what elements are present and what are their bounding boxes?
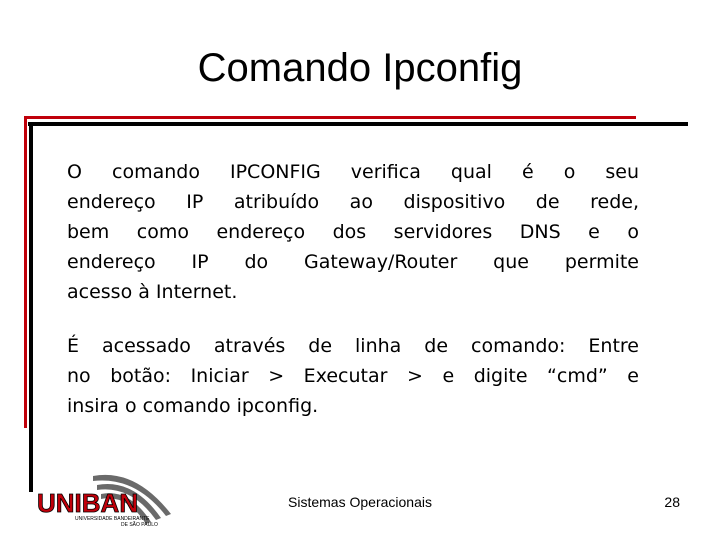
logo-wordmark: UNIBAN [37, 488, 139, 518]
paragraph-ipconfig-description [67, 157, 639, 307]
logo-subtext-1: UNIVERSIDADE BANDEIRANTE [75, 516, 150, 522]
paragraph2-line: no botão: Iniciar > Executar > e digite “cmd” e [67, 365, 639, 387]
frame-left-red-line [24, 116, 27, 428]
uniban-logo [35, 468, 175, 528]
paragraph-access-instructions [67, 331, 639, 421]
paragraph1-line: endereço IP do Gateway/Router que permite [67, 251, 639, 273]
paragraph2-line: É acessado através de linha de comando: Entre [67, 335, 639, 357]
paragraph1-line: acesso à Internet. [67, 281, 238, 303]
page-number: 28 [664, 494, 680, 510]
slide-title: Comando Ipconfig [197, 46, 523, 90]
frame-top-black-line [28, 122, 688, 126]
logo-subtext-2: DE SÃO PAULO [121, 522, 158, 528]
frame-left-black-line [29, 122, 33, 492]
frame-top-red-line [24, 116, 636, 119]
paragraph2-line: insira o comando ipconfig. [67, 395, 319, 417]
footer-course-name: Sistemas Operacionais [288, 494, 432, 510]
paragraph1-line: O comando IPCONFIG verifica qual é o seu [67, 161, 639, 183]
paragraph1-line: bem como endereço dos servidores DNS e o [67, 221, 639, 243]
paragraph1-line: endereço IP atribuído ao dispositivo de rede, [67, 191, 639, 213]
